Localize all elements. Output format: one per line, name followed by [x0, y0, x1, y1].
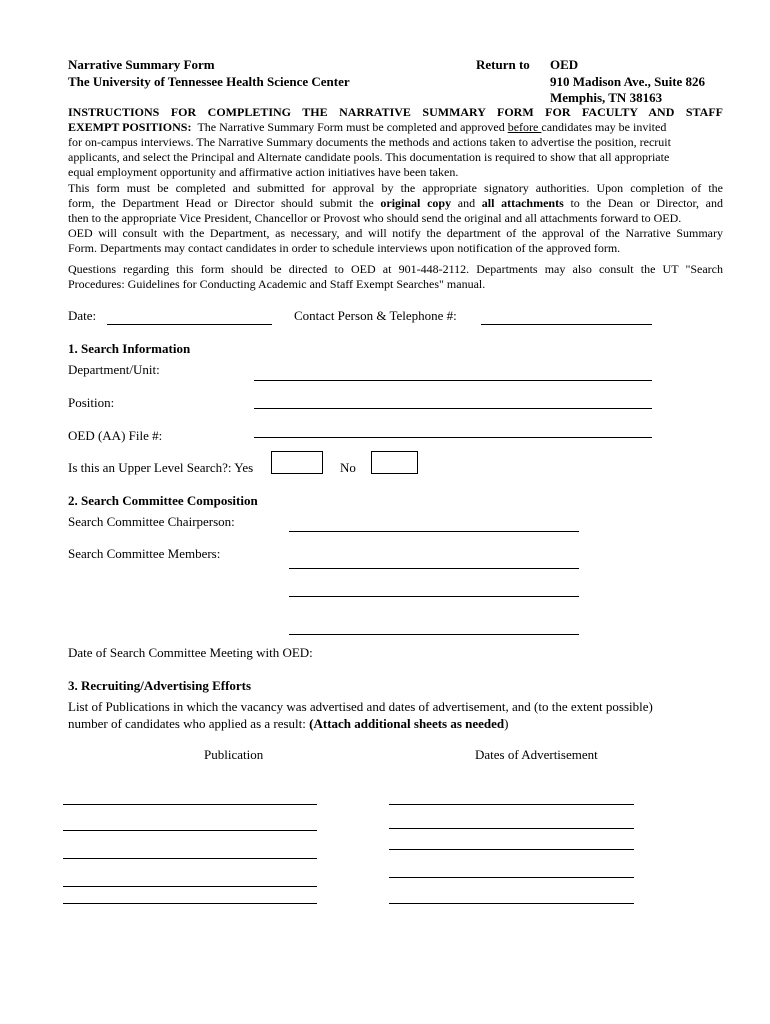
publication-field-3[interactable]: [63, 858, 317, 859]
return-address-line2: Memphis, TN 38163: [550, 90, 663, 105]
section-1-heading: 1. Search Information: [68, 341, 191, 356]
instructions-paragraph-2: [68, 181, 723, 256]
publications-description-cont: [68, 716, 509, 732]
contact-label: Contact Person & Telephone #:: [294, 308, 457, 323]
instructions-text: Procedures: Guidelines for Conducting Academic and Staff Exempt Searches" manual.: [68, 277, 486, 291]
publication-field-5[interactable]: [63, 903, 317, 904]
contact-field[interactable]: [481, 324, 652, 325]
instructions-text: candidates may be invited: [541, 120, 667, 134]
instructions-text: The Narrative Summary Form must be completed and approved: [197, 120, 508, 134]
instructions-text: equal employment opportunity and affirmative action initiatives have been taken.: [68, 165, 459, 179]
member-field-1[interactable]: [289, 568, 579, 569]
instructions-heading-cont: EXEMPT POSITIONS:: [68, 120, 192, 134]
instructions-text: applicants, and select the Principal and Alternate candidate pools. This documentation is required to show that all appropriate: [68, 150, 670, 164]
ad-date-field-3[interactable]: [389, 849, 634, 850]
return-to-label: Return to: [476, 57, 530, 72]
original-copy-emphasis: original copy: [380, 196, 452, 210]
date-label: Date:: [68, 308, 97, 323]
ad-date-field-5[interactable]: [389, 903, 634, 904]
attach-sheets-note: (Attach additional sheets as needed: [309, 716, 505, 731]
position-field[interactable]: [254, 408, 652, 409]
ad-date-field-4[interactable]: [389, 877, 634, 878]
instructions-text: then to the appropriate Vice President, Chancellor or Provost who should send the original and all attachments forward to OED.: [68, 211, 682, 225]
department-field[interactable]: [254, 380, 652, 381]
instructions-underlined-before: before: [507, 120, 542, 134]
publications-description-text: number of candidates who applied as a result:: [68, 716, 310, 731]
instructions-text: OED will consult with the Department, as necessary, and will notify the department of the approval of the Narrative Summary: [68, 226, 723, 240]
member-field-3[interactable]: [289, 634, 579, 635]
meeting-date-label: Date of Search Committee Meeting with OED:: [68, 645, 313, 660]
upper-level-label: Is this an Upper Level Search?: Yes: [68, 460, 254, 475]
no-checkbox[interactable]: [371, 451, 418, 474]
department-label: Department/Unit:: [68, 362, 160, 377]
ad-date-field-2[interactable]: [389, 828, 634, 829]
publication-field-2[interactable]: [63, 830, 317, 831]
members-label: Search Committee Members:: [68, 546, 221, 561]
member-field-2[interactable]: [289, 596, 579, 597]
publication-field-4[interactable]: [63, 886, 317, 887]
instructions-paragraph-3: [68, 262, 723, 292]
instructions-heading: INSTRUCTIONS FOR COMPLETING THE NARRATIVE SUMMARY FORM FOR FACULTY AND STAFF: [68, 105, 723, 119]
instructions-text: to the Dean or Director, and: [563, 196, 723, 210]
all-attachments-emphasis: all attachments: [481, 196, 564, 210]
chairperson-label: Search Committee Chairperson:: [68, 514, 235, 529]
yes-checkbox[interactable]: [271, 451, 323, 474]
instructions-text: for on-campus interviews. The Narrative Summary documents the methods and actions taken to advertise the position, recruit: [68, 135, 671, 149]
publications-description: List of Publications in which the vacancy was advertised and dates of advertisement, and (to the extent possible): [68, 699, 653, 714]
instructions-text: and: [451, 196, 482, 210]
instructions-text: Questions regarding this form should be directed to OED at 901-448-2112. Departments may also consult the UT "Search: [68, 262, 723, 276]
form-title: Narrative Summary Form: [68, 57, 215, 72]
publication-field-1[interactable]: [63, 804, 317, 805]
file-number-label: OED (AA) File #:: [68, 428, 163, 443]
dates-column-header: Dates of Advertisement: [475, 747, 598, 762]
chairperson-field[interactable]: [289, 531, 579, 532]
publications-description-text: ): [504, 716, 509, 731]
institution-name: The University of Tennessee Health Science Center: [68, 74, 350, 89]
section-3-heading: 3. Recruiting/Advertising Efforts: [68, 678, 252, 693]
return-office: OED: [550, 57, 579, 72]
file-number-field[interactable]: [254, 437, 652, 438]
ad-date-field-1[interactable]: [389, 804, 634, 805]
date-field[interactable]: [107, 324, 272, 325]
publication-column-header: Publication: [204, 747, 264, 762]
instructions-text: Form. Departments may contact candidates in order to schedule interviews upon notification of the approved form.: [68, 241, 621, 255]
section-2-heading: 2. Search Committee Composition: [68, 493, 258, 508]
instructions-text: This form must be completed and submitted for approval by the appropriate signatory authorities. Upon completion of the: [68, 181, 723, 195]
instructions-text: form, the Department Head or Director should submit the: [68, 196, 381, 210]
return-address-line1: 910 Madison Ave., Suite 826: [550, 74, 706, 89]
no-label: No: [340, 460, 356, 475]
instructions-paragraph-1: [68, 105, 723, 180]
position-label: Position:: [68, 395, 115, 410]
